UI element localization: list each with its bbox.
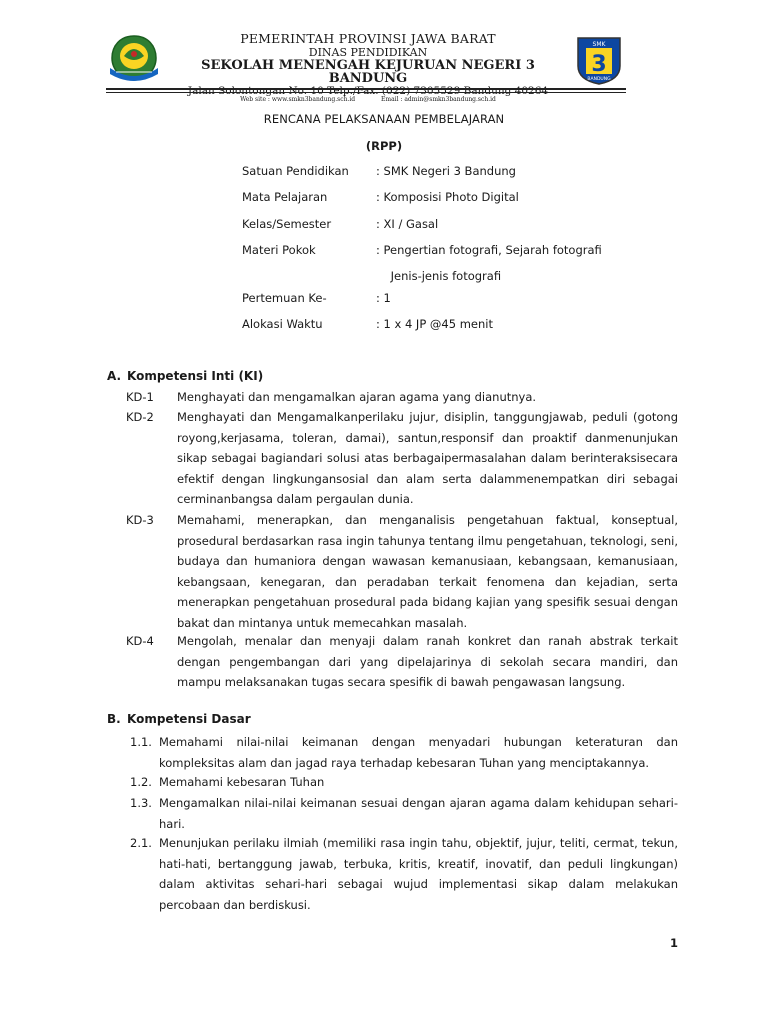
item-code: 1.1.: [130, 735, 152, 749]
letterhead-rule-thin: [106, 92, 626, 93]
item-code: 1.3.: [130, 796, 152, 810]
letterhead-government: PEMERINTAH PROVINSI JAWA BARAT: [240, 31, 496, 46]
meta-value: : 1 x 4 JP @45 menit: [376, 317, 493, 331]
item-code: 2.1.: [130, 836, 152, 850]
section-title: Kompetensi Inti (KI): [127, 369, 264, 383]
item-text: Mengamalkan nilai-nilai keimanan sesuai dengan ajaran agama dalam kehidupan sehari-hari.: [159, 796, 678, 831]
item-code: KD-2: [126, 410, 154, 424]
smkn3-bandung-logo: [574, 34, 624, 86]
section-heading-ki: [107, 369, 263, 383]
meta-label: Alokasi Waktu: [242, 317, 323, 331]
page-number: 1: [670, 936, 679, 950]
logo-bandung-text: BANDUNG: [587, 77, 611, 82]
meta-value: Jenis-jenis fotografi: [376, 269, 502, 283]
letterhead-website: Web site : www.smkn3bandung.sch.id: [240, 96, 356, 103]
item-text: Menghayati dan mengamalkan ajaran agama yang dianutnya.: [177, 390, 537, 404]
item-code: KD-3: [126, 513, 154, 527]
letterhead-email: Email : admin@smkn3bandung.sch.id: [381, 96, 496, 103]
meta-value: : Komposisi Photo Digital: [376, 190, 519, 204]
meta-label: Pertemuan Ke-: [242, 291, 327, 305]
meta-value: : XI / Gasal: [376, 217, 439, 231]
item-code: KD-4: [126, 634, 154, 648]
item-text: Memahami nilai-nilai keimanan dengan menyadari hubungan keteraturan dan kompleksitas alam dan jagad raya terhadap kebesaran Tuhan yang menciptakannya.: [159, 735, 678, 770]
letterhead-address: Jalan Solontongan No. 10 Telp./Fax. (022) 7305529 Bandung 40264: [187, 84, 549, 97]
letterhead-agency: DINAS PENDIDIKAN: [308, 45, 428, 59]
document-subtitle: (RPP): [365, 139, 403, 153]
document-title: RENCANA PELAKSANAAN PEMBELAJARAN: [263, 112, 505, 126]
logo-number: 3: [591, 52, 607, 77]
section-letter: A.: [107, 369, 122, 383]
item-text: Memahami, menerapkan, dan menganalisis pengetahuan faktual, konseptual, prosedural berdasarkan rasa ingin tahunya tentang ilmu pengetahuan, teknologi, seni, budaya dan humaniora dengan wawasan kemanusiaan, kebangsaan, kemanusiaan, kebangsaan, kenegaran, dan peradaban terkait fenomena dan kejadian, serta menerapkan pengetahuan prosedural pada bidang kajian yang spesifik sesuai dengan bakat dan mintanya untuk memecahkan masalah.: [177, 513, 678, 630]
item-text: Menghayati dan Mengamalkanperilaku jujur, disiplin, tanggungjawab, peduli (gotong royong,kerjasama, toleran, damai), santun,responsif dan proaktif danmenunjukan sikap sebagai bagiandari solusi atas berbagaipermasalahan dalam berinteraksisecara efektif dengan lingkungansosial dan alam serta dalammenempatkan diri sebagai cerminanbangsa dalam pergaulan dunia.: [177, 410, 678, 506]
item-text: Memahami kebesaran Tuhan: [159, 775, 325, 789]
section-title: Kompetensi Dasar: [127, 712, 251, 726]
letterhead-school-name: SEKOLAH MENENGAH KEJURUAN NEGERI 3 BANDUNG: [201, 57, 535, 86]
item-code: 1.2.: [130, 775, 152, 789]
section-heading-kd: [107, 712, 251, 726]
meta-value: : 1: [376, 291, 391, 305]
letterhead-contacts: [160, 97, 576, 103]
meta-label: Satuan Pendidikan: [242, 164, 349, 178]
west-java-emblem-logo: [106, 34, 162, 82]
logo-smk-text: SMK: [592, 41, 606, 48]
meta-value: : SMK Negeri 3 Bandung: [376, 164, 516, 178]
meta-value: : Pengertian fotografi, Sejarah fotografi: [376, 243, 602, 257]
section-letter: B.: [107, 712, 121, 726]
item-text: Mengolah, menalar dan menyaji dalam ranah konkret dan ranah abstrak terkait dengan pengembangan dari yang dipelajarinya di sekolah secara mandiri, dan mampu melaksanakan tugas secara spesifik di bawah pengawasan langsung.: [177, 634, 678, 689]
meta-label: Materi Pokok: [242, 243, 316, 257]
meta-label: Mata Pelajaran: [242, 190, 328, 204]
item-text: Menunjukan perilaku ilmiah (memiliki rasa ingin tahu, objektif, jujur, teliti, cermat, tekun, hati-hati, bertanggung jawab, terbuka, kritis, kreatif, inovatif, dan peduli lingkungan) dalam aktivitas sehari-hari sebagai wujud implementasi sikap dalam melakukan percobaan dan berdiskusi.: [159, 836, 678, 912]
item-code: KD-1: [126, 390, 154, 404]
meta-label: Kelas/Semester: [242, 217, 332, 231]
letterhead-rule-thick: [106, 88, 626, 90]
